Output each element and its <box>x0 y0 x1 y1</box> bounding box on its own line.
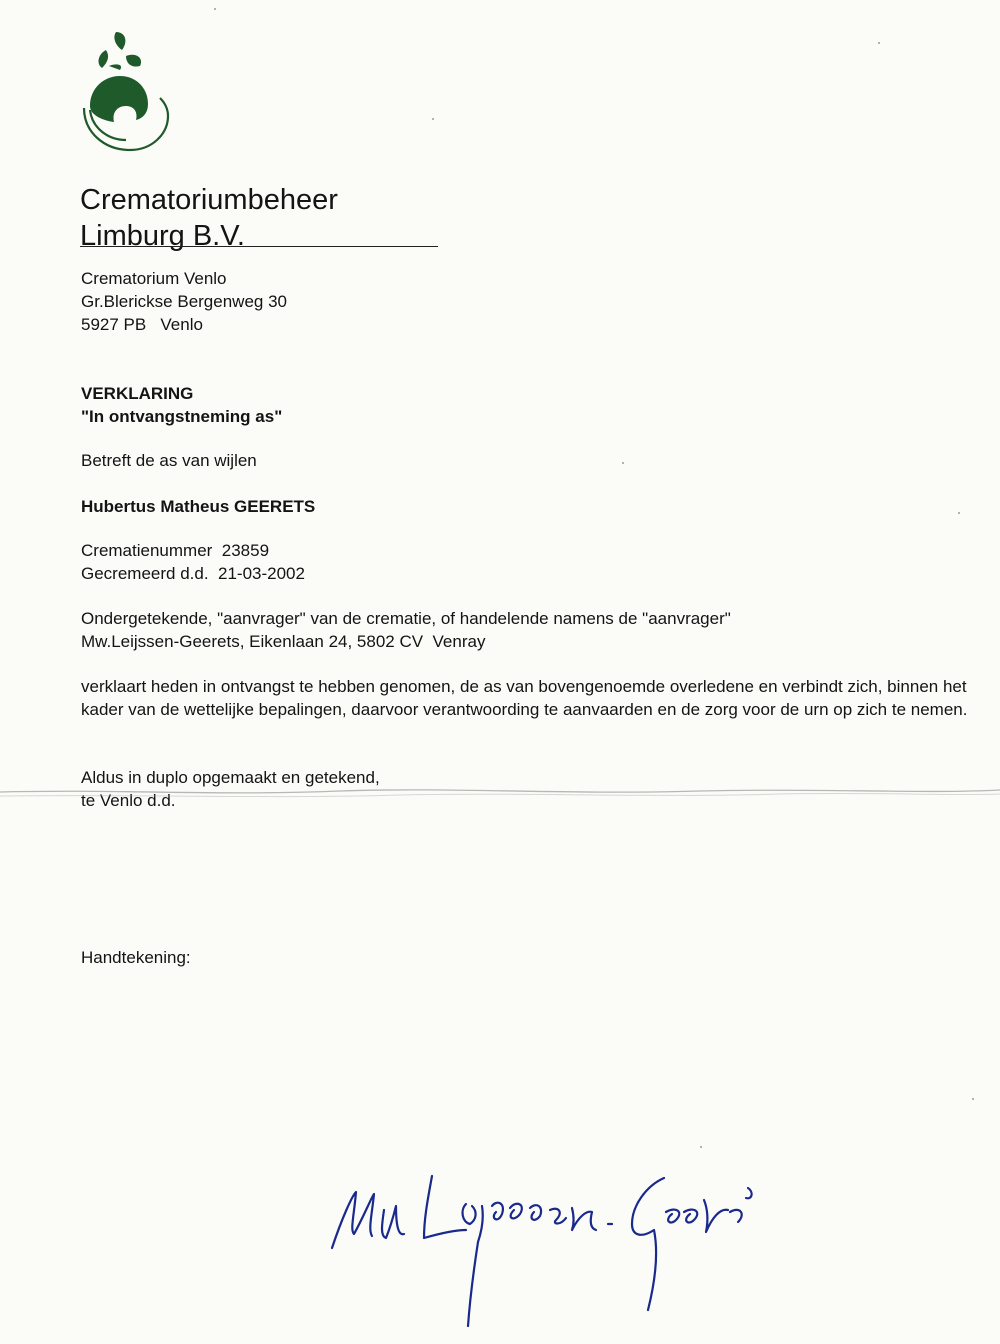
closing-place-date: te Venlo d.d. <box>81 791 176 810</box>
paper-speck <box>700 1146 702 1148</box>
applicant-intro: Ondergetekende, "aanvrager" van de crematie, of handelende namens de "aanvrager" <box>81 609 731 628</box>
paper-speck <box>972 1098 974 1100</box>
letterhead-rule <box>80 246 438 247</box>
paper-fold-crease <box>0 782 1000 806</box>
closing-line: Aldus in duplo opgemaakt en getekend, <box>81 768 380 787</box>
company-name-line2: Limburg B.V. <box>80 220 245 252</box>
applicant-address: Mw.Leijssen-Geerets, Eikenlaan 24, 5802 CV Venray <box>81 632 486 651</box>
paper-speck <box>878 42 880 44</box>
handwritten-signature <box>320 1158 760 1344</box>
deceased-name: Hubertus Matheus GEERETS <box>81 497 316 516</box>
paper-speck <box>958 512 960 514</box>
cremation-date: Gecremeerd d.d. 21-03-2002 <box>81 564 305 583</box>
subject-line: Betreft de as van wijlen <box>81 451 257 470</box>
document-heading <box>81 382 282 428</box>
declaration-statement: verklaart heden in ontvangst te hebben genomen, de as van bovengenoemde overledene en verbindt zich, binnen het kader van de wettelijke bepalingen, daarvoor verantwoording te aanvaarden en de zorg voor de urn op zich te nemen. <box>81 677 968 719</box>
cremation-number: Crematienummer 23859 <box>81 541 270 560</box>
address-line: Gr.Blerickse Bergenweg 30 <box>81 292 287 311</box>
crematorium-logo <box>76 28 176 158</box>
company-name <box>80 182 338 254</box>
signature-label: Handtekening: <box>81 948 191 967</box>
address-line: 5927 PB Venlo <box>81 315 203 334</box>
paper-speck <box>214 8 216 10</box>
paper-speck <box>622 462 624 464</box>
address-line: Crematorium Venlo <box>81 269 227 288</box>
paper-speck <box>432 118 434 120</box>
company-name-line1: Crematoriumbeheer <box>80 184 338 216</box>
document-title: VERKLARING <box>81 384 194 403</box>
sender-address <box>81 267 287 336</box>
document-subtitle: "In ontvangstneming as" <box>81 407 283 426</box>
